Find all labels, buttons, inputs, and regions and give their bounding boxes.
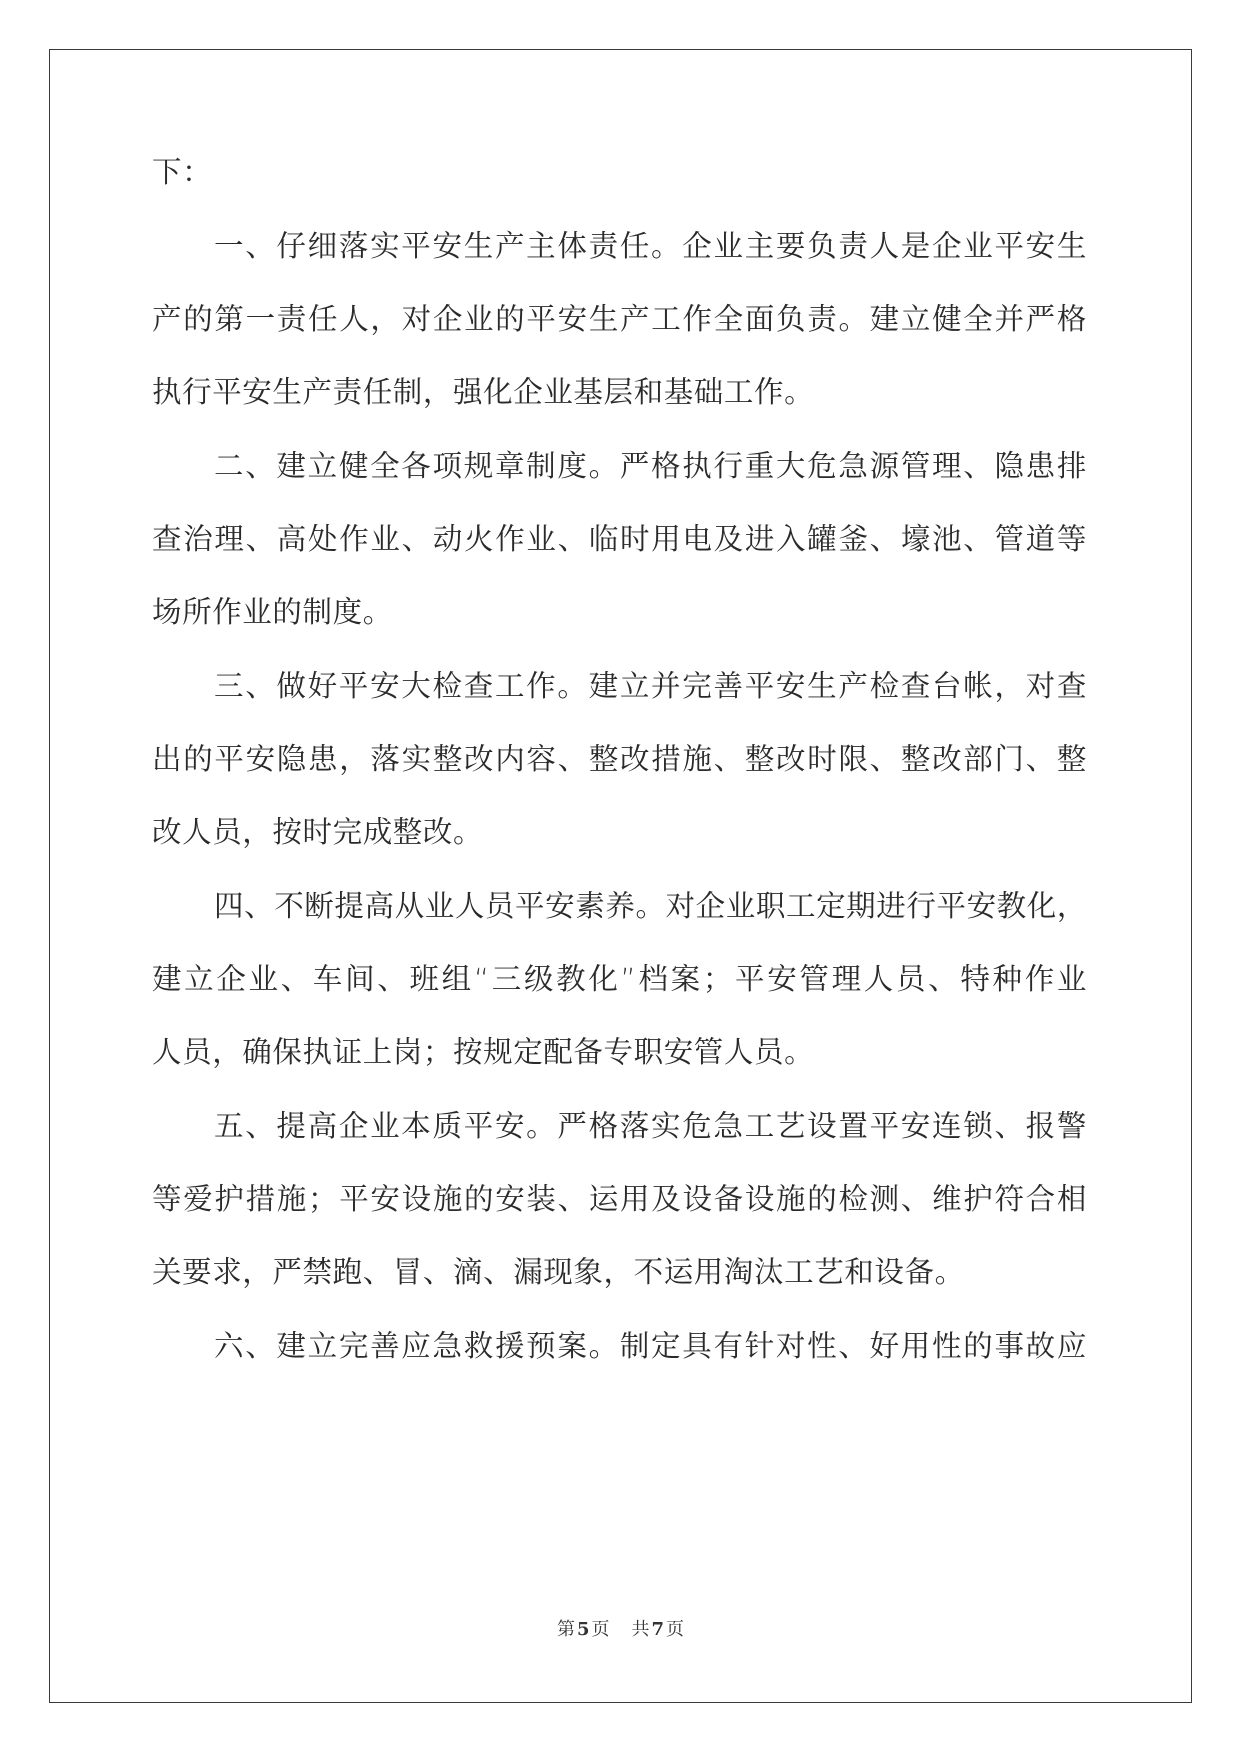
page-footer — [0, 1615, 1241, 1641]
text-line: 一、仔细落实平安生产主体责任。企业主要负责人是企业平安生 — [214, 229, 1087, 263]
footer-total-suffix: 页 — [666, 1619, 685, 1640]
text-line: 六、建立完善应急救援预案。制定具有针对性、好用性的事故应 — [214, 1329, 1087, 1363]
text-line: 查治理、高处作业、动火作业、临时用电及进入罐釜、壕池、管道等 — [152, 522, 1087, 556]
total-pages-number: 7 — [651, 1619, 665, 1640]
text-line: 四、不断提高从业人员平安素养。对企业职工定期进行平安教化， — [214, 889, 1087, 923]
footer-prefix: 第 — [556, 1619, 575, 1640]
current-page-number: 5 — [576, 1619, 590, 1640]
text-line: 改人员，按时完成整改。 — [152, 815, 484, 849]
text-line: 五、提高企业本质平安。严格落实危急工艺设置平安连锁、报警 — [214, 1109, 1087, 1143]
text-line: 下： — [152, 155, 213, 189]
text-line: 关要求，严禁跑、冒、滴、漏现象，不运用淘汰工艺和设备。 — [152, 1255, 965, 1289]
footer-page-word: 页 — [591, 1619, 610, 1640]
footer-total-prefix: 共 — [631, 1619, 650, 1640]
text-line: 三、做好平安大检查工作。建立并完善平安生产检查台帐，对查 — [214, 669, 1087, 703]
text-line: 场所作业的制度。 — [152, 595, 393, 629]
text-line: 二、建立健全各项规章制度。严格执行重大危急源管理、隐患排 — [214, 449, 1087, 483]
text-line: 产的第一责任人，对企业的平安生产工作全面负责。建立健全并严格 — [152, 302, 1087, 336]
text-line: 建立企业、车间、班组“三级教化”档案；平安管理人员、特种作业 — [152, 962, 1087, 996]
text-line: 人员，确保执证上岗；按规定配备专职安管人员。 — [152, 1035, 815, 1069]
text-line: 等爱护措施；平安设施的安装、运用及设备设施的检测、维护符合相 — [152, 1182, 1087, 1216]
text-line: 出的平安隐患，落实整改内容、整改措施、整改时限、整改部门、整 — [152, 742, 1087, 776]
text-line: 执行平安生产责任制，强化企业基层和基础工作。 — [152, 375, 815, 409]
